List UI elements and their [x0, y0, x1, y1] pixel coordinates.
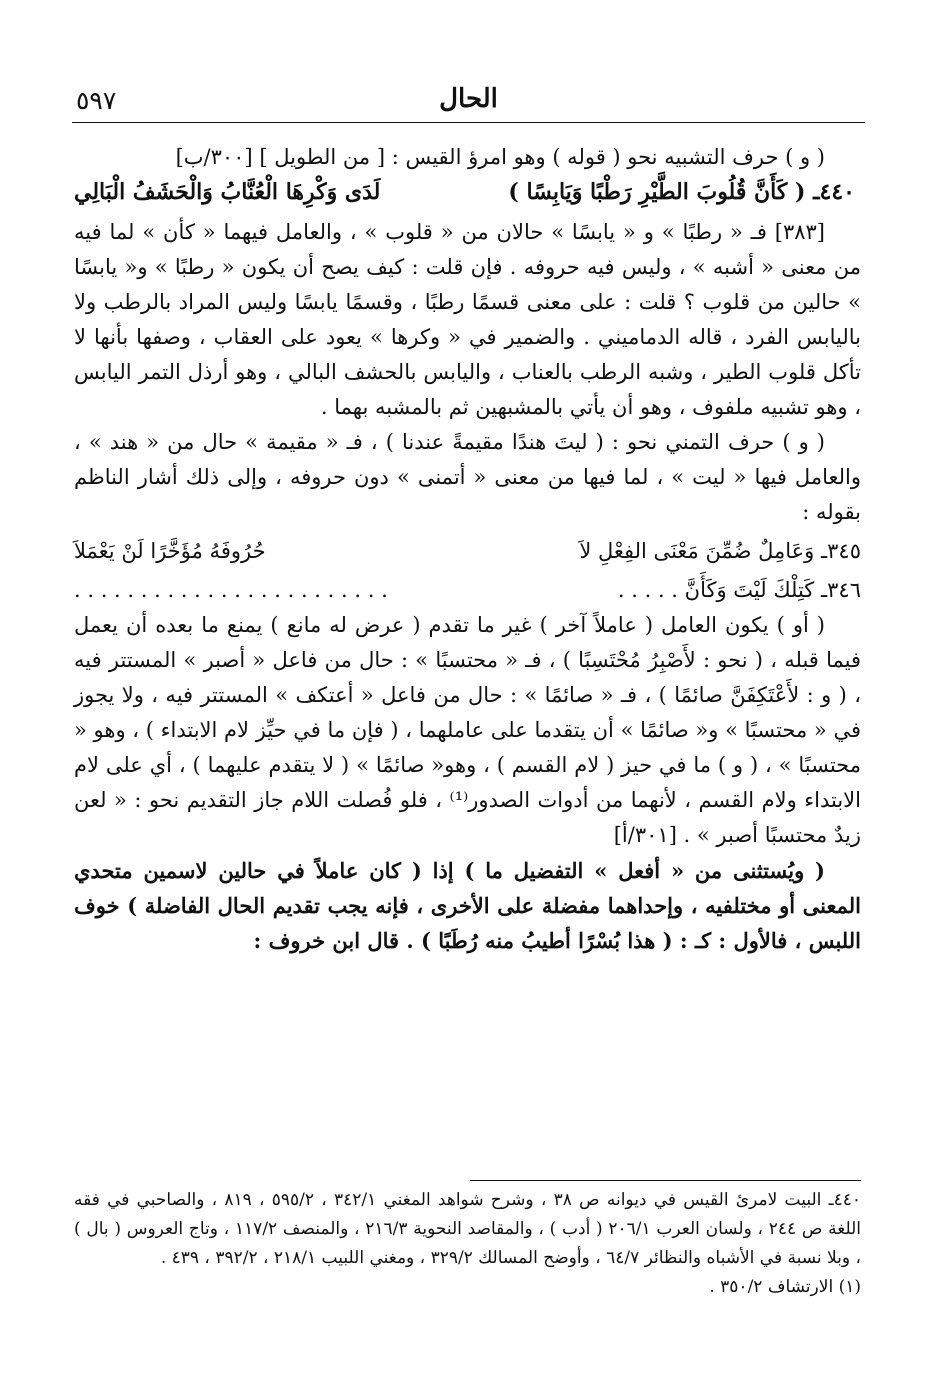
- verse-second-hemistich: . . . . . . . . . . . . . . . . . . . . . . . .: [74, 578, 388, 602]
- verse-first-hemistich: ( كَأَنَّ قُلُوبَ الطَّيْرِ رَطْبًا وَيَابِسًا ): [508, 179, 806, 205]
- didactic-verse-345: [74, 534, 861, 569]
- verse-second-hemistich: حُرُوفَهُ مُؤَخَّرًا لَنْ يَعْمَلاَ: [74, 539, 266, 563]
- paragraph-simile-particle: ( و ) حرف التشبيه نحو ( قوله ) وهو امرؤ القيس : [ من الطويل ] [٣٠٠/ب]: [175, 145, 825, 169]
- footnote-verse-source: ٤٤٠ـ البيت لامرئ القيس في ديوانه ص ٣٨ ، وشرح شواهد المغني ٣٤٢/١ ، ٥٩٥/٢ ، ٨١٩ ، والصاحبي في فقه اللغة ص ٢٤٤ ، ولسان العرب ٢٠٦/١ ( أدب ) ، والمقاصد النحوية ٢١٦/٣ ، والمنصف ١١٧/٢ ، وتاج العروس ( بال ) ، وبلا نسبة في الأشباه والنظائر ٦٤/٧ ، وأوضح المسالك ٣٢٩/٢ ، ومغني اللبيب ٢١٨/١ ، ٣٩٢/٢ ، ٤٣٩ .: [74, 1190, 862, 1268]
- verse-first-hemistich: كَتِلْكَ لَيْتَ وَكَأَنَّ . . . . .: [617, 578, 815, 602]
- footnote-separator: [470, 1180, 861, 1181]
- paragraph-verse-commentary: [٣٨٣] فـ « رطبًا » و « يابسًا » حالان من « قلوب » ، والعامل فيهما « كأن » لما فيه من معنى « أشبه » ، وليس فيه حروفه . فإن قلت : كيف يصح أن يكون « رطبًا » و« يابسًا » حالين من قلوب ؟ قلت : على معنى قسمًا رطبًا ، وقسمًا يابسًا وليس المراد بالرطب ولا باليابس الفرد ، قاله الدماميني . والضمير في « وكرها » يعود على العقاب ، وصفها بأنها لا تأكل قلوب الطير ، وشبه الرطب بالعناب ، واليابس بالحشف البالي ، وهو أرذل التمر اليابس ، وهو تشبيه ملفوف ، وهو أن يأتي بالمشبهين ثم بالمشبه بهما .: [74, 220, 861, 419]
- verse-first-hemistich: وَعَامِلٌ ضُمِّنَ مَعْنَى الفِعْلِ لاَ: [579, 539, 815, 563]
- paragraph-wish-particle: ( و ) حرف التمني نحو : ( ليتَ هندًا مقيمةً عندنا ) ، فـ « مقيمة » حال من « هند » ، والعامل فيها « ليت » ، لما فيها من معنى « أتمنى » دون حروفه ، وإلى ذلك أشار الناظم بقوله :: [74, 430, 861, 524]
- verse-number: ٤٤٠ـ: [813, 179, 855, 205]
- poetry-verse-440: [74, 175, 861, 215]
- verse-number: ٣٤٦ـ: [821, 578, 861, 602]
- footnotes: [74, 1186, 861, 1302]
- verse-second-hemistich: لَدَى وَكْرِهَا الْعُنَّابُ وَالْحَشَفُ الْبَالِي: [74, 179, 381, 205]
- main-text: [74, 140, 861, 958]
- paragraph-superlative-exception: ( ويُستثنى من « أفعل » التفضيل ما ) إذا ( كان عاملاً في حالين لاسمين متحدي المعنى أو مختلفيه ، وإحداهما مفضلة على الأخرى ، فإنه يجب تقديم الحال الفاضلة ) خوف اللبس ، فالأول : كـ : ( هذا بُسْرًا أطيبُ منه رُطَبًا ) . قال ابن خروف :: [74, 858, 861, 953]
- page-number: ٥٩٧: [76, 86, 117, 115]
- page-header: [72, 78, 865, 123]
- chapter-title: الحال: [439, 84, 498, 114]
- footnote-1: (١) الارتشاف ٣٥٠/٢ .: [709, 1277, 861, 1297]
- verse-number: ٣٤٥ـ: [821, 539, 861, 563]
- didactic-verse-346: [74, 573, 861, 608]
- paragraph-other-agent: ( أو ) يكون العامل ( عاملاً آخر ) غير ما تقدم ( عرض له مانع ) يمنع ما بعده أن يعمل فيما قبله ، ( نحو : لأَصْبِرُ مُحْتَسِبًا ) ، فـ « محتسبًا » : حال من فاعل « أصبر » المستتر فيه ، ( و : لأَعْتَكِفَنَّ صائمًا ) ، فـ « صائمًا » : حال من فاعل « أعتكف » المستتر فيه ، ولا يجوز في « محتسبًا » و« صائمًا » أن يتقدما على عاملهما ، ( فإن ما في حيِّز لام الابتداء ) ، وهو « محتسبًا » ، ( و ) ما في حيز ( لام القسم ) ، وهو« صائمًا » ( لا يتقدم عليهما ) ، أي على لام الابتداء ولام القسم ، لأنهما من أدوات الصدور⁽¹⁾ ، فلو فُصلت اللام جاز التقديم نحو : « لعن زيدٌ محتسبًا أصبر » . [٣٠١/أ]: [74, 613, 861, 847]
